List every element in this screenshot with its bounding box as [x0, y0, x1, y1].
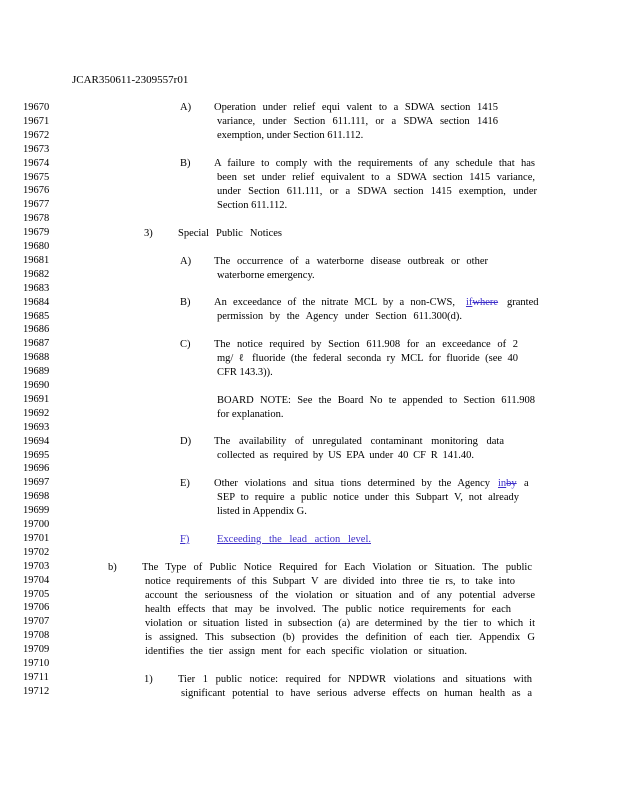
line-number: 19691 [23, 393, 50, 405]
text-line: The occurrence of a waterborne disease outbreak or other [214, 256, 488, 267]
line-number: 19681 [23, 254, 50, 266]
line-number: 19702 [23, 546, 50, 558]
line-number: 19673 [23, 143, 50, 155]
line-number: 19696 [23, 463, 50, 475]
line-number: 19694 [23, 435, 50, 447]
line-number: 19690 [23, 380, 50, 391]
line-number: 19699 [23, 505, 50, 517]
text-line: significant potential to have serious adverse effects on human health as a [181, 688, 532, 699]
text-line: permission by the Agency under Section 611.300(d). [217, 311, 462, 322]
item-label: A) [180, 256, 192, 267]
line-number: 19679 [23, 227, 50, 239]
inserted-text: in [498, 478, 507, 489]
text-line: listed in Appendix G. [217, 506, 307, 517]
line-number: 19683 [23, 282, 50, 294]
text-line: Operation under relief equi valent to a SDWA section 1415 [214, 102, 498, 113]
line-number: 19677 [23, 199, 50, 211]
line-number: 19693 [23, 421, 50, 433]
line-number: 19709 [23, 644, 50, 656]
item-label: A) [180, 102, 192, 113]
line-number: 19678 [23, 213, 50, 225]
line-number: 19705 [23, 588, 50, 600]
text-line: under Section 611.111, or a SDWA section 1415 exemption, under [217, 186, 537, 197]
line-number: 19672 [23, 129, 50, 141]
text-line [498, 477, 517, 491]
board-note: for explanation. [217, 409, 284, 420]
item-label: B) [180, 158, 191, 169]
text-line: is assigned. This subsection (b) provides the definition of each tier. Appendix G [145, 632, 535, 643]
line-number: 19670 [23, 102, 50, 113]
text-line: a [524, 478, 529, 489]
text-line: granted [507, 297, 539, 308]
text-line: SEP to require a public notice under this Subpart V, not already [217, 492, 519, 503]
line-number: 19687 [23, 338, 50, 350]
line-number: 19701 [23, 532, 50, 544]
item-label: F) [180, 534, 190, 545]
inserted-text: Exceeding the lead action level. [217, 534, 371, 545]
text-line: An exceedance of the nitrate MCL by a non-CWS, [214, 297, 455, 308]
line-number: 19680 [23, 241, 50, 252]
line-number: 19704 [23, 574, 50, 586]
line-number: 19674 [23, 157, 50, 169]
text-line: The notice required by Section 611.908 for an exceedance of 2 [214, 339, 518, 350]
line-number: 19706 [23, 602, 50, 614]
line-number: 19684 [23, 296, 50, 308]
text-line: CFR 143.3)). [217, 367, 273, 378]
line-number: 19707 [23, 616, 50, 628]
line-number: 19682 [23, 268, 50, 280]
deleted-text: where [472, 297, 499, 308]
text-line: A failure to comply with the requirements of any schedule that has [214, 158, 535, 169]
inserted-text: if [466, 297, 473, 308]
text-line: violation or situation listed in subsection (a) are determined by the tier to which it [145, 618, 535, 629]
line-number: 19697 [23, 477, 50, 489]
text-line: notice requirements of this Subpart V are divided into three tie rs, to take into [145, 576, 515, 587]
line-number: 19710 [23, 658, 50, 669]
line-number: 19689 [23, 366, 50, 378]
text-line: The Type of Public Notice Required for Each Violation or Situation. The public [142, 562, 532, 573]
line-number: 19711 [23, 671, 49, 683]
document-id: JCAR350611-2309557r01 [72, 74, 189, 86]
item-label: B) [180, 297, 191, 308]
text-line: mg/ ℓ fluoride (the federal seconda ry MCL for fluoride (see 40 [217, 353, 518, 364]
text-line [466, 296, 498, 310]
text-line: exemption, under Section 611.112. [217, 130, 364, 141]
section-heading: Special Public Notices [178, 228, 282, 239]
item-label: 1) [144, 674, 153, 685]
item-label: D) [180, 436, 192, 447]
text-line: waterborne emergency. [217, 270, 315, 281]
line-number: 19695 [23, 449, 50, 461]
line-number: 19692 [23, 407, 50, 419]
line-number: 19671 [23, 115, 50, 127]
line-number: 19698 [23, 491, 50, 503]
line-number: 19688 [23, 352, 50, 364]
line-number: 19676 [23, 185, 50, 197]
line-number: 19700 [23, 519, 50, 530]
text-line: account the seriousness of the violation or situation and of any potential adverse [145, 590, 535, 601]
line-number: 19686 [23, 324, 50, 336]
line-number: 19703 [23, 560, 50, 572]
line-number: 19708 [23, 630, 50, 642]
line-number: 19712 [23, 685, 50, 697]
text-line: collected as required by US EPA under 40 CF R 141.40. [217, 450, 474, 461]
text-line: Section 611.112. [217, 200, 288, 211]
text-line: been set under relief equivalent to a SDWA section 1415 variance, [217, 172, 535, 183]
item-label: 3) [144, 228, 153, 239]
line-number: 19685 [23, 310, 50, 322]
item-label: b) [108, 562, 117, 573]
item-label: E) [180, 478, 190, 489]
board-note: BOARD NOTE: See the Board No te appended to Section 611.908 [217, 395, 535, 406]
text-line: identifies the tier assign ment for each specific violation or situation. [145, 646, 467, 657]
deleted-text: by [506, 478, 517, 489]
text-line: Tier 1 public notice: required for NPDWR violations and situations with [178, 674, 532, 685]
text-line: variance, under Section 611.111, or a SDWA section 1416 [217, 116, 498, 127]
item-label: C) [180, 339, 191, 350]
line-number: 19675 [23, 171, 50, 183]
text-line: Other violations and situa tions determined by the Agency [214, 478, 490, 489]
text-line: The availability of unregulated contaminant monitoring data [214, 436, 504, 447]
text-line: health effects that may be involved. The public notice requirements for each [145, 604, 511, 615]
